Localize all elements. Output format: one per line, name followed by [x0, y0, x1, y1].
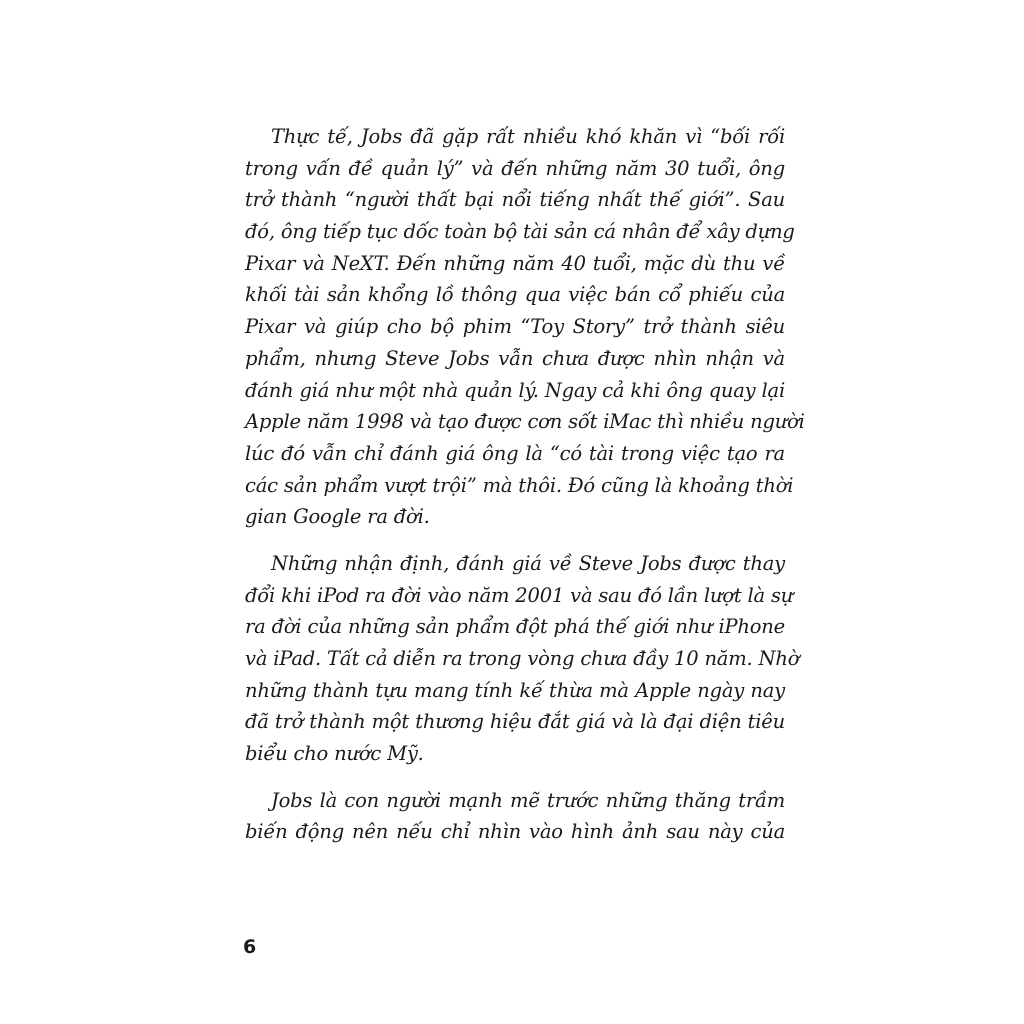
text-line: những thành tựu mang tính kế thừa mà Apple ngày nay: [245, 678, 785, 702]
text-line: Pixar và NeXT. Đến những năm 40 tuổi, mặc dù thu về: [245, 251, 785, 275]
text-line: Pixar và giúp cho bộ phim “Toy Story” trở thành siêu: [245, 315, 785, 339]
text-line: Apple năm 1998 và tạo được cơn sốt iMac thì nhiều người: [245, 410, 805, 434]
text-line: biểu cho nước Mỹ.: [245, 742, 424, 766]
text-line: biến động nên nếu chỉ nhìn vào hình ảnh sau này của: [245, 820, 785, 844]
text-line: lúc đó vẫn chỉ đánh giá ông là “có tài trong việc tạo ra: [245, 441, 785, 465]
paragraph-2: [245, 548, 800, 770]
text-line: đã trở thành một thương hiệu đắt giá và là đại diện tiêu: [245, 710, 785, 734]
text-line: Những nhận định, đánh giá về Steve Jobs được thay: [271, 551, 785, 575]
paragraph-1: [245, 121, 805, 533]
text-line: gian Google ra đời.: [245, 505, 430, 529]
page-number: 6: [243, 936, 257, 958]
text-line: khối tài sản khổng lồ thông qua việc bán cổ phiếu của: [245, 283, 785, 307]
text-line: các sản phẩm vượt trội” mà thôi. Đó cũng là khoảng thời: [245, 473, 794, 497]
paragraph-3: [245, 785, 785, 848]
text-line: Thực tế, Jobs đã gặp rất nhiều khó khăn vì “bối rối: [271, 125, 785, 148]
text-line: đó, ông tiếp tục dốc toàn bộ tài sản cá nhân để xây dựng: [245, 220, 795, 244]
text-line: đổi khi iPod ra đời vào năm 2001 và sau đó lần lượt là sự: [245, 583, 794, 607]
text-line: trở thành “người thất bại nổi tiếng nhất thế giới”. Sau: [245, 188, 785, 212]
text-line: trong vấn đề quản lý” và đến những năm 30 tuổi, ông: [245, 156, 785, 180]
text-line: Jobs là con người mạnh mẽ trước những thăng trầm: [271, 788, 785, 812]
body-text: [245, 121, 805, 863]
text-line: ra đời của những sản phẩm đột phá thế giới như iPhone: [245, 615, 785, 639]
text-line: và iPad. Tất cả diễn ra trong vòng chưa đầy 10 năm. Nhờ: [245, 647, 800, 670]
text-line: đánh giá như một nhà quản lý. Ngay cả khi ông quay lại: [245, 378, 785, 402]
text-line: phẩm, nhưng Steve Jobs vẫn chưa được nhìn nhận và: [245, 346, 785, 370]
